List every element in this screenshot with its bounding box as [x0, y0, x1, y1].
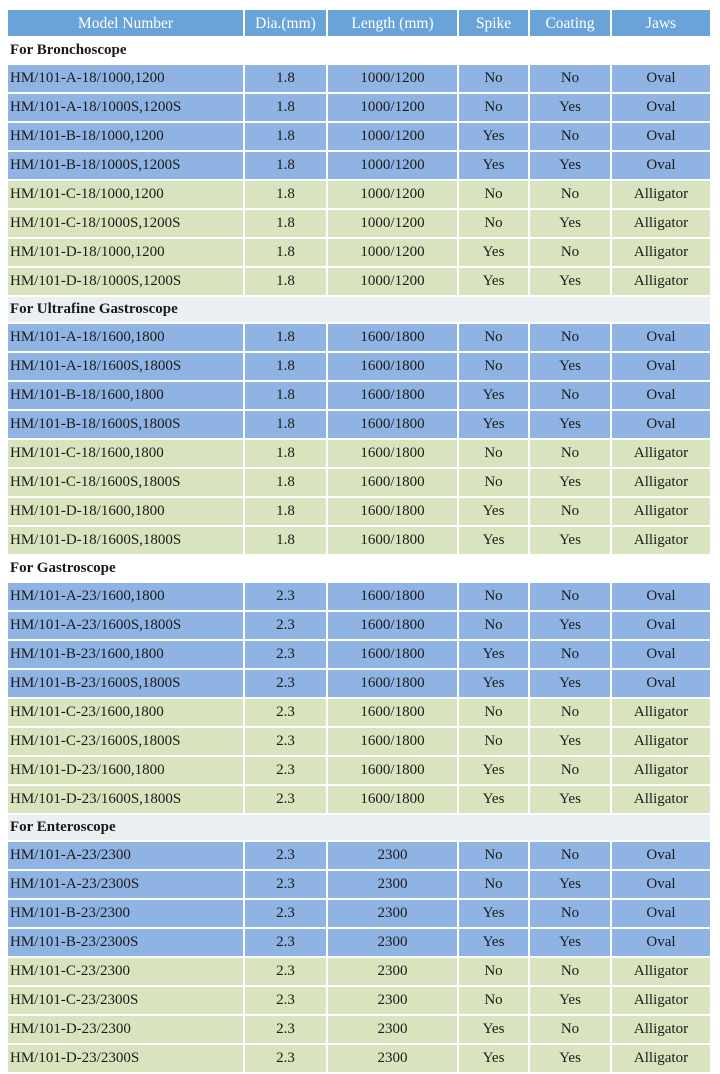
- cell-jaws: Oval: [611, 64, 711, 93]
- cell-jaws: Alligator: [611, 785, 711, 814]
- table-row: [7, 841, 711, 870]
- cell-diameter: 1.8: [244, 238, 327, 267]
- table-row: [7, 180, 711, 209]
- cell-spike: Yes: [458, 526, 529, 555]
- cell-diameter: 2.3: [244, 582, 327, 611]
- table-row: [7, 410, 711, 439]
- cell-length: 1600/1800: [327, 785, 458, 814]
- table-row: [7, 209, 711, 238]
- cell-jaws: Alligator: [611, 238, 711, 267]
- cell-spike: Yes: [458, 756, 529, 785]
- cell-diameter: 2.3: [244, 1044, 327, 1073]
- cell-diameter: 2.3: [244, 1015, 327, 1044]
- cell-model-number: HM/101-B-23/1600S,1800S: [7, 669, 244, 698]
- table-row: [7, 323, 711, 352]
- cell-diameter: 2.3: [244, 928, 327, 957]
- cell-length: 1000/1200: [327, 238, 458, 267]
- cell-length: 2300: [327, 899, 458, 928]
- table-row: [7, 669, 711, 698]
- cell-length: 1000/1200: [327, 151, 458, 180]
- cell-spike: No: [458, 870, 529, 899]
- cell-diameter: 1.8: [244, 526, 327, 555]
- cell-jaws: Oval: [611, 151, 711, 180]
- cell-coating: Yes: [529, 785, 611, 814]
- cell-length: 1600/1800: [327, 669, 458, 698]
- cell-jaws: Alligator: [611, 1015, 711, 1044]
- cell-model-number: HM/101-D-18/1000S,1200S: [7, 267, 244, 296]
- table-row: [7, 986, 711, 1015]
- cell-spike: No: [458, 180, 529, 209]
- cell-length: 1600/1800: [327, 582, 458, 611]
- cell-length: 1600/1800: [327, 468, 458, 497]
- cell-spike: Yes: [458, 899, 529, 928]
- cell-coating: Yes: [529, 611, 611, 640]
- cell-jaws: Alligator: [611, 1044, 711, 1073]
- cell-model-number: HM/101-D-23/2300S: [7, 1044, 244, 1073]
- cell-length: 1600/1800: [327, 698, 458, 727]
- cell-spike: No: [458, 468, 529, 497]
- table-row: [7, 93, 711, 122]
- table-row: [7, 497, 711, 526]
- cell-jaws: Oval: [611, 870, 711, 899]
- cell-diameter: 2.3: [244, 698, 327, 727]
- cell-spike: No: [458, 64, 529, 93]
- cell-length: 1000/1200: [327, 122, 458, 151]
- table-row: [7, 582, 711, 611]
- cell-spike: No: [458, 698, 529, 727]
- cell-model-number: HM/101-C-18/1600S,1800S: [7, 468, 244, 497]
- cell-length: 1600/1800: [327, 381, 458, 410]
- cell-diameter: 1.8: [244, 64, 327, 93]
- cell-length: 2300: [327, 1044, 458, 1073]
- cell-spike: Yes: [458, 151, 529, 180]
- cell-model-number: HM/101-D-18/1600S,1800S: [7, 526, 244, 555]
- cell-model-number: HM/101-A-18/1000S,1200S: [7, 93, 244, 122]
- spec-table-container: [6, 8, 710, 1074]
- cell-model-number: HM/101-B-18/1600S,1800S: [7, 410, 244, 439]
- cell-jaws: Alligator: [611, 698, 711, 727]
- cell-coating: Yes: [529, 410, 611, 439]
- cell-jaws: Alligator: [611, 756, 711, 785]
- section-title: For Enteroscope: [7, 814, 711, 841]
- cell-jaws: Alligator: [611, 986, 711, 1015]
- header-model-number: Model Number: [7, 9, 244, 37]
- cell-spike: Yes: [458, 640, 529, 669]
- cell-coating: No: [529, 640, 611, 669]
- table-row: [7, 1044, 711, 1073]
- table-header: [7, 9, 711, 37]
- cell-spike: No: [458, 957, 529, 986]
- cell-coating: Yes: [529, 986, 611, 1015]
- cell-diameter: 1.8: [244, 439, 327, 468]
- table-row: [7, 151, 711, 180]
- table-row: [7, 756, 711, 785]
- cell-spike: Yes: [458, 410, 529, 439]
- cell-length: 1000/1200: [327, 180, 458, 209]
- cell-length: 1600/1800: [327, 640, 458, 669]
- cell-jaws: Alligator: [611, 209, 711, 238]
- table-row: [7, 64, 711, 93]
- table-row: [7, 899, 711, 928]
- cell-coating: Yes: [529, 870, 611, 899]
- cell-spike: No: [458, 582, 529, 611]
- cell-spike: No: [458, 93, 529, 122]
- cell-spike: Yes: [458, 122, 529, 151]
- cell-length: 2300: [327, 841, 458, 870]
- table-row: [7, 640, 711, 669]
- cell-model-number: HM/101-A-23/1600S,1800S: [7, 611, 244, 640]
- table-row: [7, 1015, 711, 1044]
- cell-model-number: HM/101-A-23/2300: [7, 841, 244, 870]
- cell-jaws: Oval: [611, 928, 711, 957]
- cell-length: 1600/1800: [327, 727, 458, 756]
- cell-jaws: Oval: [611, 841, 711, 870]
- cell-jaws: Oval: [611, 582, 711, 611]
- cell-jaws: Oval: [611, 410, 711, 439]
- cell-spike: Yes: [458, 928, 529, 957]
- table-row: [7, 611, 711, 640]
- cell-coating: No: [529, 582, 611, 611]
- cell-length: 1600/1800: [327, 439, 458, 468]
- cell-length: 1000/1200: [327, 93, 458, 122]
- cell-jaws: Oval: [611, 323, 711, 352]
- section-title: For Ultrafine Gastroscope: [7, 296, 711, 323]
- header-row: [7, 9, 711, 37]
- section-header-row: [7, 296, 711, 323]
- cell-spike: No: [458, 209, 529, 238]
- table-row: [7, 267, 711, 296]
- cell-jaws: Alligator: [611, 267, 711, 296]
- cell-length: 2300: [327, 957, 458, 986]
- cell-model-number: HM/101-D-18/1000,1200: [7, 238, 244, 267]
- cell-diameter: 1.8: [244, 323, 327, 352]
- section-title: For Bronchoscope: [7, 37, 711, 64]
- cell-spike: Yes: [458, 669, 529, 698]
- cell-coating: No: [529, 439, 611, 468]
- cell-length: 1000/1200: [327, 267, 458, 296]
- table-row: [7, 727, 711, 756]
- cell-diameter: 2.3: [244, 957, 327, 986]
- cell-coating: No: [529, 122, 611, 151]
- cell-model-number: HM/101-D-23/2300: [7, 1015, 244, 1044]
- table-row: [7, 352, 711, 381]
- cell-spike: Yes: [458, 1015, 529, 1044]
- cell-model-number: HM/101-B-23/2300S: [7, 928, 244, 957]
- cell-model-number: HM/101-C-18/1600,1800: [7, 439, 244, 468]
- table-row: [7, 468, 711, 497]
- cell-model-number: HM/101-B-23/2300: [7, 899, 244, 928]
- cell-coating: Yes: [529, 93, 611, 122]
- cell-length: 1600/1800: [327, 352, 458, 381]
- cell-diameter: 2.3: [244, 756, 327, 785]
- cell-coating: No: [529, 899, 611, 928]
- cell-coating: Yes: [529, 727, 611, 756]
- cell-diameter: 1.8: [244, 267, 327, 296]
- cell-coating: Yes: [529, 468, 611, 497]
- cell-coating: Yes: [529, 928, 611, 957]
- table-row: [7, 238, 711, 267]
- cell-diameter: 2.3: [244, 727, 327, 756]
- cell-jaws: Alligator: [611, 727, 711, 756]
- cell-length: 2300: [327, 1015, 458, 1044]
- cell-diameter: 1.8: [244, 180, 327, 209]
- cell-jaws: Alligator: [611, 180, 711, 209]
- cell-length: 2300: [327, 986, 458, 1015]
- cell-jaws: Alligator: [611, 957, 711, 986]
- cell-coating: No: [529, 957, 611, 986]
- header-coating: Coating: [529, 9, 611, 37]
- cell-spike: No: [458, 841, 529, 870]
- cell-spike: No: [458, 352, 529, 381]
- table-row: [7, 439, 711, 468]
- cell-diameter: 2.3: [244, 899, 327, 928]
- cell-jaws: Oval: [611, 381, 711, 410]
- cell-coating: No: [529, 238, 611, 267]
- cell-model-number: HM/101-C-23/2300S: [7, 986, 244, 1015]
- table-row: [7, 381, 711, 410]
- table-body: [7, 37, 711, 1073]
- cell-coating: No: [529, 698, 611, 727]
- cell-diameter: 1.8: [244, 209, 327, 238]
- section-header-row: [7, 814, 711, 841]
- cell-coating: No: [529, 323, 611, 352]
- cell-diameter: 1.8: [244, 410, 327, 439]
- cell-coating: No: [529, 756, 611, 785]
- cell-length: 1000/1200: [327, 209, 458, 238]
- cell-spike: Yes: [458, 785, 529, 814]
- cell-jaws: Alligator: [611, 497, 711, 526]
- cell-spike: Yes: [458, 381, 529, 410]
- table-row: [7, 122, 711, 151]
- table-row: [7, 957, 711, 986]
- cell-coating: No: [529, 180, 611, 209]
- cell-diameter: 2.3: [244, 986, 327, 1015]
- header-diameter: Dia.(mm): [244, 9, 327, 37]
- cell-model-number: HM/101-C-23/2300: [7, 957, 244, 986]
- cell-jaws: Alligator: [611, 439, 711, 468]
- cell-diameter: 2.3: [244, 785, 327, 814]
- cell-coating: No: [529, 381, 611, 410]
- table-row: [7, 870, 711, 899]
- cell-spike: Yes: [458, 497, 529, 526]
- cell-diameter: 1.8: [244, 151, 327, 180]
- cell-spike: No: [458, 727, 529, 756]
- table-row: [7, 698, 711, 727]
- cell-spike: No: [458, 986, 529, 1015]
- cell-spike: Yes: [458, 238, 529, 267]
- cell-coating: Yes: [529, 669, 611, 698]
- section-header-row: [7, 37, 711, 64]
- cell-coating: Yes: [529, 151, 611, 180]
- cell-diameter: 2.3: [244, 611, 327, 640]
- cell-model-number: HM/101-C-23/1600S,1800S: [7, 727, 244, 756]
- table-row: [7, 526, 711, 555]
- cell-model-number: HM/101-C-23/1600,1800: [7, 698, 244, 727]
- cell-length: 1600/1800: [327, 323, 458, 352]
- model-spec-table: [6, 8, 712, 1074]
- cell-model-number: HM/101-A-23/2300S: [7, 870, 244, 899]
- cell-diameter: 1.8: [244, 381, 327, 410]
- cell-model-number: HM/101-B-18/1600,1800: [7, 381, 244, 410]
- cell-model-number: HM/101-D-23/1600S,1800S: [7, 785, 244, 814]
- cell-spike: No: [458, 439, 529, 468]
- cell-jaws: Oval: [611, 611, 711, 640]
- cell-model-number: HM/101-C-18/1000,1200: [7, 180, 244, 209]
- cell-spike: Yes: [458, 267, 529, 296]
- cell-coating: Yes: [529, 267, 611, 296]
- cell-length: 1600/1800: [327, 410, 458, 439]
- cell-spike: Yes: [458, 1044, 529, 1073]
- header-spike: Spike: [458, 9, 529, 37]
- cell-jaws: Oval: [611, 352, 711, 381]
- cell-diameter: 1.8: [244, 93, 327, 122]
- cell-length: 2300: [327, 928, 458, 957]
- table-row: [7, 928, 711, 957]
- cell-coating: No: [529, 497, 611, 526]
- cell-length: 1600/1800: [327, 756, 458, 785]
- cell-diameter: 2.3: [244, 640, 327, 669]
- cell-coating: No: [529, 841, 611, 870]
- cell-spike: No: [458, 611, 529, 640]
- cell-jaws: Oval: [611, 669, 711, 698]
- cell-coating: Yes: [529, 352, 611, 381]
- header-jaws: Jaws: [611, 9, 711, 37]
- cell-diameter: 1.8: [244, 468, 327, 497]
- cell-diameter: 2.3: [244, 841, 327, 870]
- cell-jaws: Alligator: [611, 468, 711, 497]
- cell-model-number: HM/101-A-18/1600,1800: [7, 323, 244, 352]
- section-title: For Gastroscope: [7, 555, 711, 582]
- cell-coating: No: [529, 64, 611, 93]
- cell-coating: Yes: [529, 526, 611, 555]
- section-header-row: [7, 555, 711, 582]
- cell-length: 1600/1800: [327, 526, 458, 555]
- header-length: Length (mm): [327, 9, 458, 37]
- cell-model-number: HM/101-B-18/1000,1200: [7, 122, 244, 151]
- cell-diameter: 1.8: [244, 122, 327, 151]
- cell-jaws: Oval: [611, 899, 711, 928]
- cell-coating: No: [529, 1015, 611, 1044]
- cell-length: 2300: [327, 870, 458, 899]
- cell-model-number: HM/101-A-18/1600S,1800S: [7, 352, 244, 381]
- cell-diameter: 2.3: [244, 870, 327, 899]
- cell-model-number: HM/101-A-18/1000,1200: [7, 64, 244, 93]
- cell-diameter: 1.8: [244, 352, 327, 381]
- cell-model-number: HM/101-D-23/1600,1800: [7, 756, 244, 785]
- cell-model-number: HM/101-A-23/1600,1800: [7, 582, 244, 611]
- cell-length: 1600/1800: [327, 611, 458, 640]
- cell-model-number: HM/101-D-18/1600,1800: [7, 497, 244, 526]
- cell-diameter: 1.8: [244, 497, 327, 526]
- cell-jaws: Oval: [611, 122, 711, 151]
- cell-jaws: Alligator: [611, 526, 711, 555]
- cell-coating: Yes: [529, 1044, 611, 1073]
- cell-model-number: HM/101-B-18/1000S,1200S: [7, 151, 244, 180]
- cell-spike: No: [458, 323, 529, 352]
- cell-model-number: HM/101-C-18/1000S,1200S: [7, 209, 244, 238]
- cell-model-number: HM/101-B-23/1600,1800: [7, 640, 244, 669]
- cell-length: 1600/1800: [327, 497, 458, 526]
- cell-coating: Yes: [529, 209, 611, 238]
- cell-jaws: Oval: [611, 640, 711, 669]
- cell-jaws: Oval: [611, 93, 711, 122]
- cell-length: 1000/1200: [327, 64, 458, 93]
- cell-diameter: 2.3: [244, 669, 327, 698]
- table-row: [7, 785, 711, 814]
